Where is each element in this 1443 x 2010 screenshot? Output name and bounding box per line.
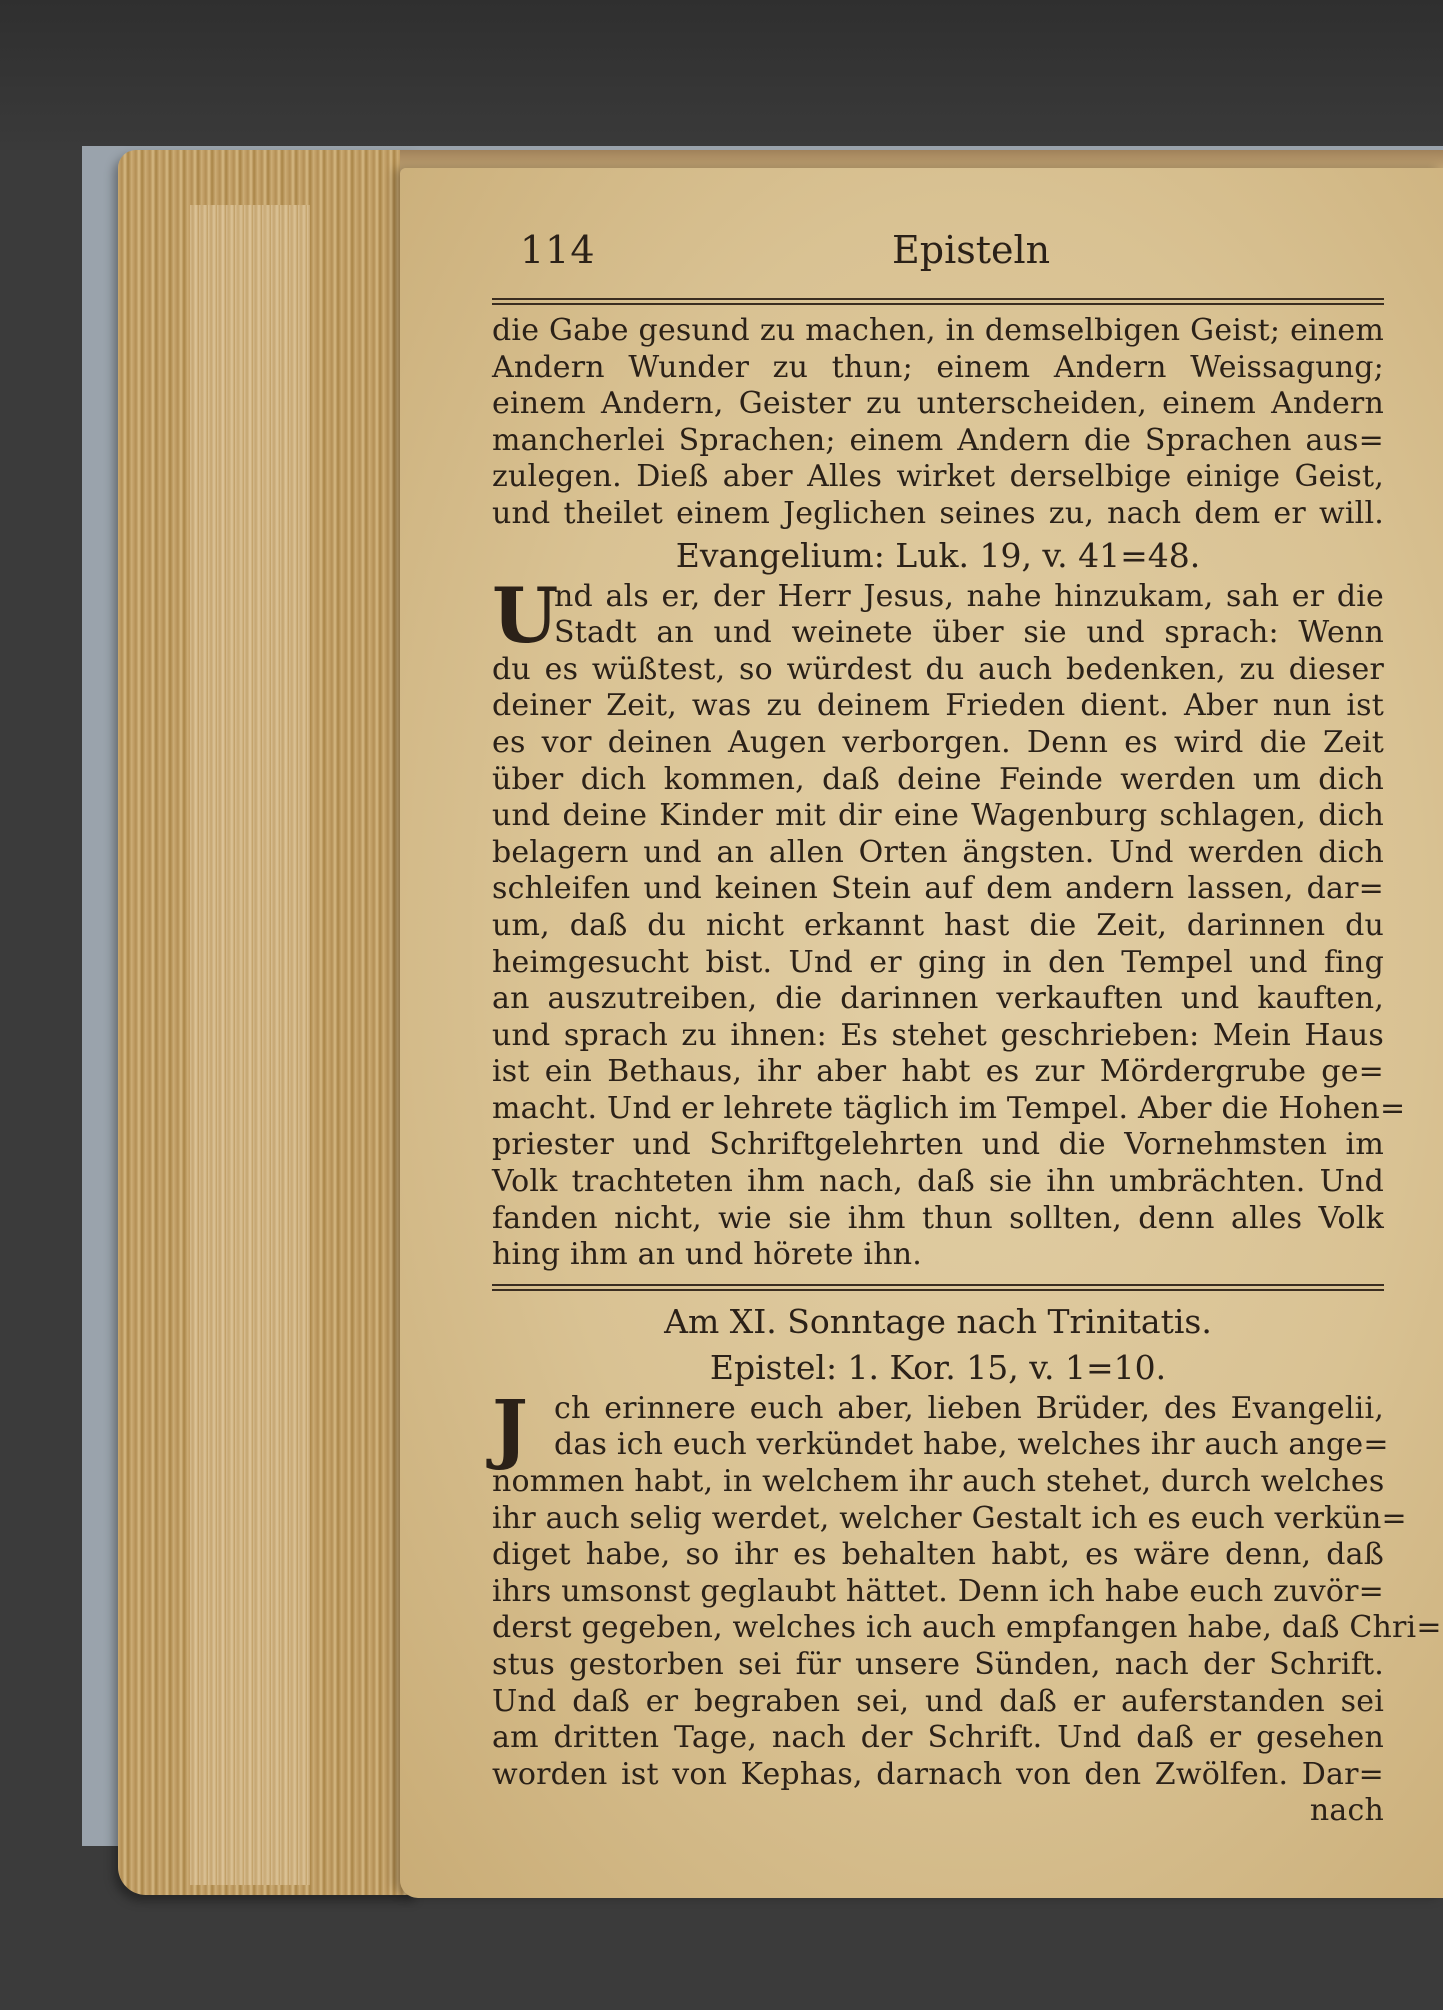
drop-cap: U [492, 570, 559, 660]
sunday-heading: Am XI. Sonntage nach Trinitatis. [664, 1301, 1212, 1341]
text-line: mancherlei Sprachen; einem Andern die Sprachen aus= [492, 422, 1384, 458]
text-line: es vor deinen Augen verborgen. Denn es wird die Zeit [492, 724, 1384, 760]
text-line: ch erinnere euch aber, lieben Brüder, des Evangelii, [554, 1390, 1384, 1426]
text-line: derst gegeben, welches ich auch empfangen habe, daß Chri= [492, 1610, 1442, 1646]
text-line: belagern und an allen Orten ängsten. Und werden dich [492, 834, 1384, 870]
text-line: und sprach zu ihnen: Es stehet geschrieben: Mein Haus [492, 1017, 1384, 1053]
section-rule [492, 1284, 1384, 1291]
text-line: hing ihm an und hörete ihn. [492, 1237, 922, 1273]
text-line: die Gabe gesund zu machen, in demselbigen Geist; einem [492, 313, 1384, 348]
text-line: fanden nicht, wie sie ihm thun sollten, denn alles Volk [492, 1200, 1384, 1236]
running-title: Episteln [892, 228, 1051, 272]
text-line: an auszutreiben, die darinnen verkauften und kauften, [492, 981, 1384, 1017]
epistle-subheading: Epistel: 1. Kor. 15, v. 1=10. [709, 1347, 1167, 1387]
text-line: stus gestorben sei für unsere Sünden, nach der Schrift. [492, 1647, 1384, 1682]
text-line: worden ist von Kephas, darnach von den Zwölfen. Dar= [492, 1756, 1384, 1792]
text-line: zulegen. Dieß aber Alles wirket derselbige einige Geist, [492, 459, 1384, 495]
text-line: ihrs umsonst geglaubt hättet. Denn ich habe euch zuvör= [492, 1573, 1384, 1609]
text-line: ihr auch selig werdet, welcher Gestalt ich es euch verkün= [492, 1500, 1407, 1536]
text-line: du es wüßtest, so würdest du auch bedenken, zu dieser [492, 651, 1384, 687]
text-line: um, daß du nicht erkannt hast die Zeit, darinnen du [492, 907, 1384, 943]
text-line: deiner Zeit, was zu deinem Frieden dient. Aber nun ist [492, 688, 1384, 724]
text-line: einem Andern, Geister zu unterscheiden, einem Andern [492, 386, 1384, 422]
text-line: Volk trachteten ihm nach, daß sie ihn umbrächten. Und [492, 1164, 1384, 1200]
gospel-text [492, 570, 1406, 1274]
text-line: über dich kommen, daß deine Feinde werden um dich [492, 761, 1384, 797]
drop-cap: J [492, 1382, 528, 1472]
sunday-epistle-text [492, 1382, 1442, 1830]
text-line: Stadt an und weinete über sie und sprach: Wenn [554, 615, 1384, 651]
page-edges [190, 205, 310, 1885]
text-line: diget habe, so ihr es behalten habt, es wäre denn, daß [492, 1537, 1384, 1573]
text-line: nommen habt, in welchem ihr auch stehet, durch welches [492, 1464, 1385, 1500]
epistle-continuation [492, 313, 1384, 533]
text-line: schleifen und keinen Stein auf dem andern lassen, dar= [492, 871, 1384, 907]
text-line: und theilet einem Jeglichen seines zu, nach dem er will. [492, 495, 1384, 531]
text-line: ist ein Bethaus, ihr aber habt es zur Mördergrube ge= [492, 1054, 1384, 1090]
page-content [492, 228, 1442, 1830]
page-number: 114 [520, 228, 596, 272]
text-line: am dritten Tage, nach der Schrift. Und daß er gesehen [492, 1720, 1384, 1756]
gospel-heading: Evangelium: Luk. 19, v. 41=48. [675, 535, 1201, 575]
text-line: heimgesucht bist. Und er ging in den Tempel und fing [492, 944, 1384, 980]
catchword: nach [1309, 1793, 1384, 1829]
text-line: Und daß er begraben sei, und daß er auferstanden sei [492, 1683, 1384, 1719]
text-line: das ich euch verkündet habe, welches ihr auch ange= [554, 1427, 1389, 1463]
text-line: macht. Und er lehrete täglich im Tempel. Aber die Hohen= [492, 1090, 1406, 1126]
text-line: priester und Schriftgelehrten und die Vornehmsten im [492, 1127, 1384, 1163]
text-line: Andern Wunder zu thun; einem Andern Weissagung; [492, 349, 1384, 385]
backdrop [0, 0, 1443, 150]
page-header [492, 228, 1384, 298]
text-line: nd als er, der Herr Jesus, nahe hinzukam, sah er die [554, 578, 1384, 614]
header-rule [492, 298, 1384, 305]
text-line: und deine Kinder mit dir eine Wagenburg schlagen, dich [492, 798, 1384, 834]
